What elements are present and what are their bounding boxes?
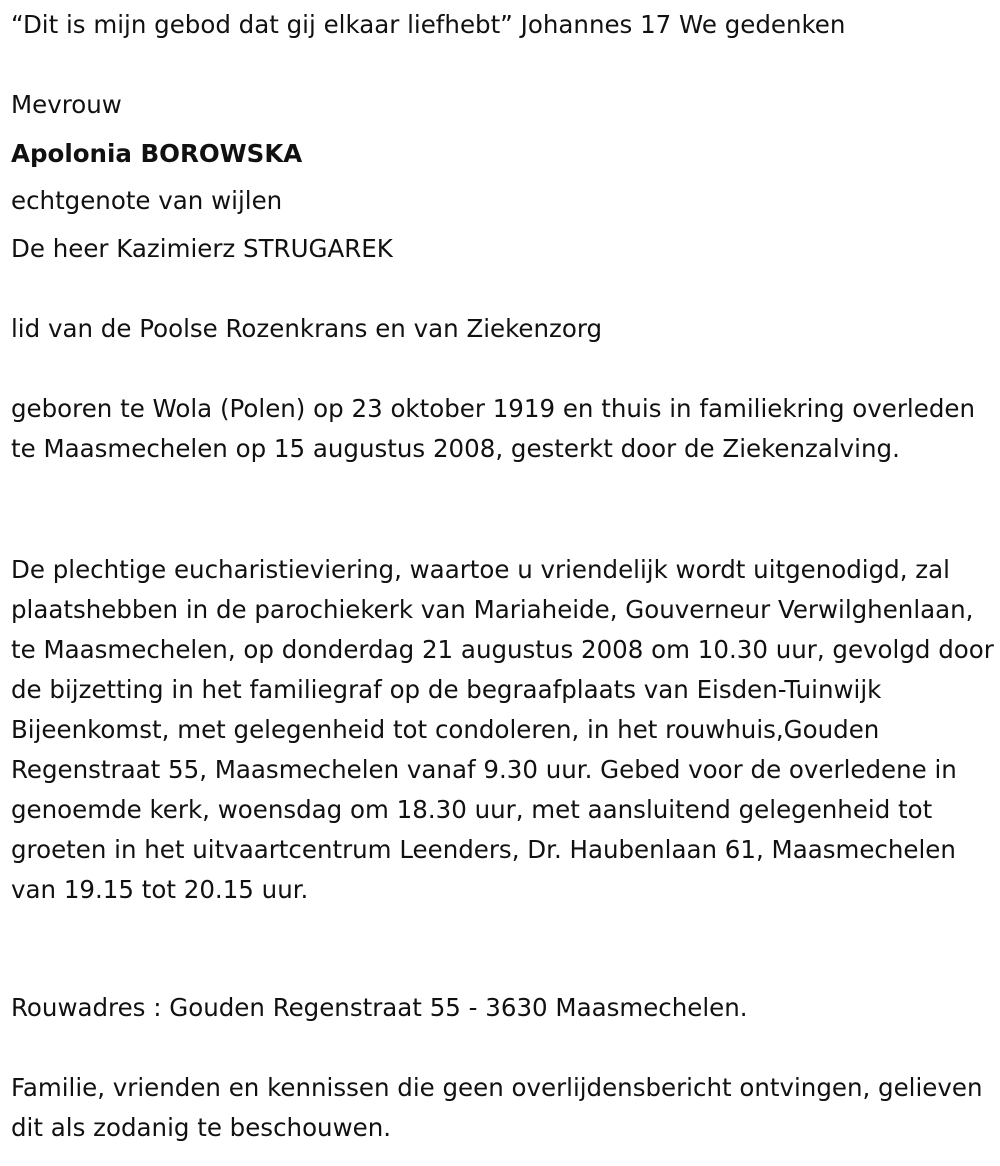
closing-paragraph: Familie, vrienden en kennissen die geen overlijdensbericht ontvingen, gelieven dit als zodanig te beschouwen. [11, 1073, 983, 1142]
membership-text: lid van de Poolse Rozenkrans en van Ziekenzorg [11, 314, 603, 343]
spouse-name: De heer Kazimierz STRUGAREK [11, 234, 393, 263]
relation-text: echtgenote van wijlen [11, 186, 283, 215]
ceremony-paragraph: De plechtige eucharistieviering, waartoe u vriendelijk wordt uitgenodigd, zal plaatshebben in de parochiekerk van Mariaheide, Gouverneur Verwilghenlaan, te Maasmechelen, op donderdag 21 augustus 2008 om 10.30 uur, gevolgd door de bijzetting in het familiegraf op de begraafplaats van Eisden-Tuinwijk Bijeenkomst, met gelegenheid tot condoleren, in het rouwhuis,Gouden Regenstraat 55, Maasmechelen vanaf 9.30 uur. Gebed voor de overledene in genoemde kerk, woensdag om 18.30 uur, met aansluitend gelegenheid tot groeten in het uitvaartcentrum Leenders, Dr. Haubenlaan 61, Maasmechelen van 19.15 tot 20.15 uur. [11, 555, 994, 904]
birth-death-paragraph: geboren te Wola (Polen) op 23 oktober 1919 en thuis in familiekring overleden te Maasmechelen op 15 augustus 2008, gesterkt door de Ziekenzalving. [11, 394, 975, 463]
bible-quote: “Dit is mijn gebod dat gij elkaar liefhebt” Johannes 17 We gedenken [11, 10, 846, 39]
mourning-address: Rouwadres : Gouden Regenstraat 55 - 3630 Maasmechelen. [11, 993, 748, 1022]
deceased-name: Apolonia BOROWSKA [11, 139, 303, 168]
salutation: Mevrouw [11, 90, 122, 119]
